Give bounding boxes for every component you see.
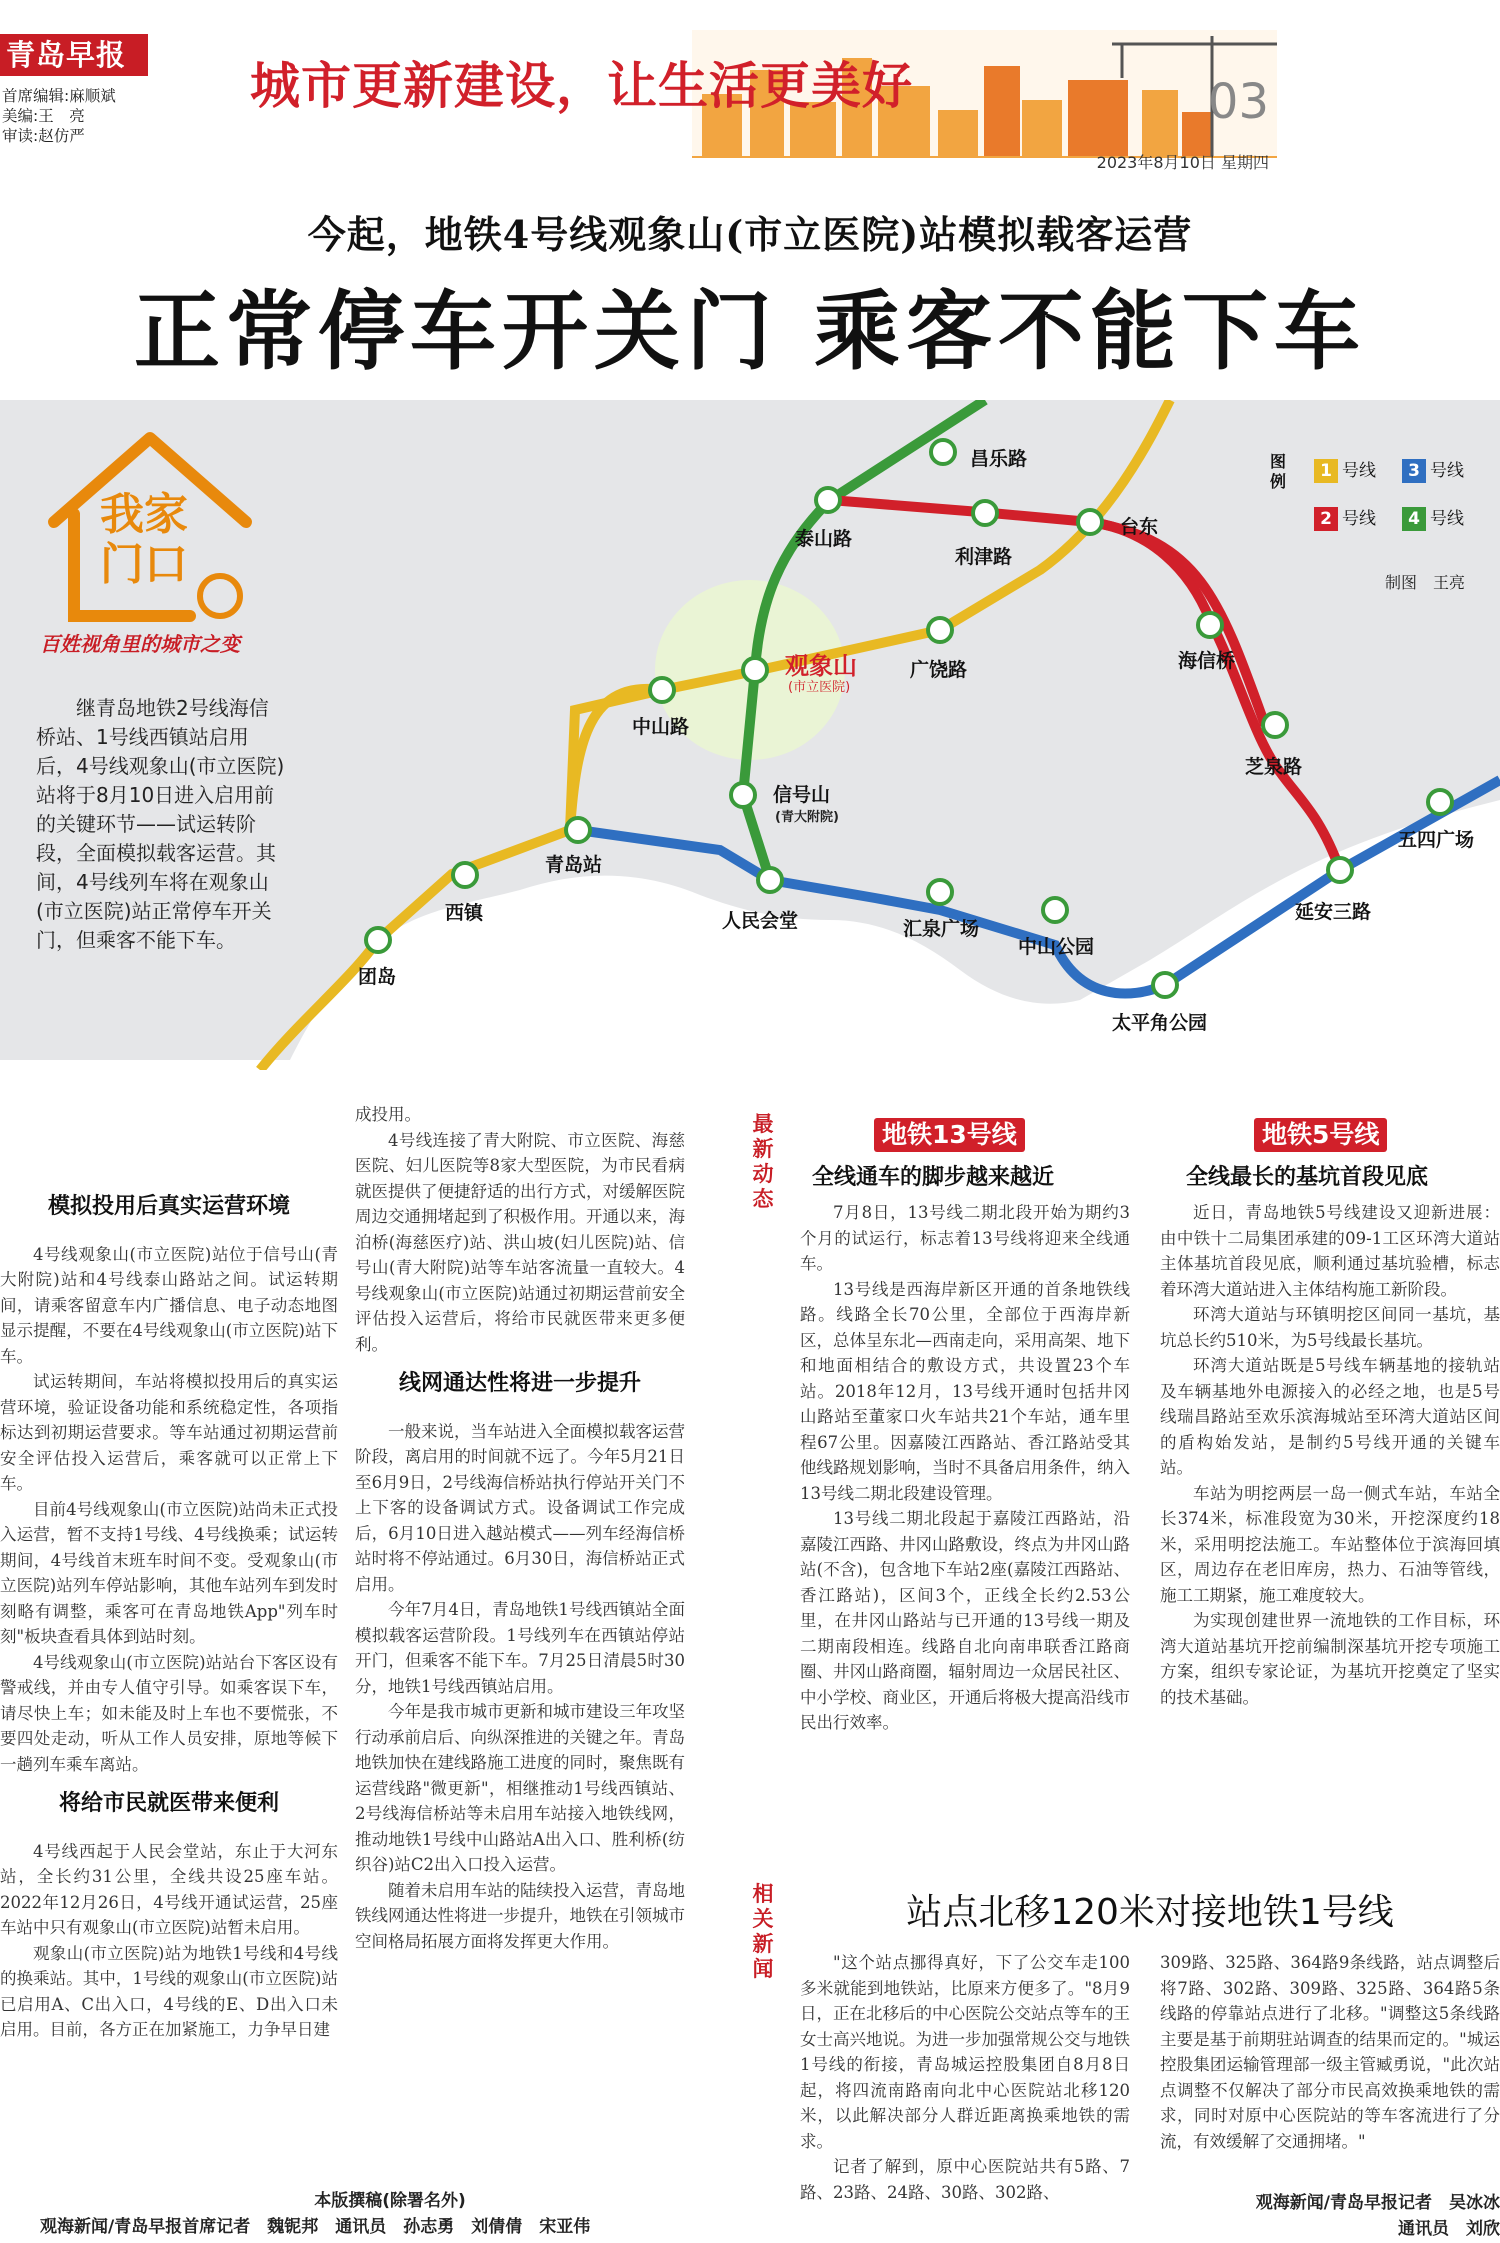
paragraph: 随着未启用车站的陆续投入运营，青岛地铁线网通达性将进一步提升，地铁在引领城市空间格局拓展方面将发挥更大作用。 — [355, 1880, 685, 1951]
station-sublabel-guanxiangshan: (市立医院) — [788, 680, 851, 695]
masthead-banner — [222, 30, 1277, 172]
paragraph: 试运转期间，车站将模拟投用后的真实运营环境，验证设备功能和系统稳定性，各项指标达到初期运营要求。等车站通过初期运营前安全评估投入运营后，乘客就可以正常上下车。 — [0, 1372, 338, 1493]
station-marker-guanxiangshan — [743, 658, 767, 682]
station-label-lijin: 利津路 — [955, 546, 1013, 568]
legend-chip-line-2: 2 — [1314, 507, 1338, 531]
station-label-renmin: 人民会堂 — [722, 910, 799, 932]
station-label-changle: 昌乐路 — [970, 448, 1028, 470]
station-marker-taidong — [1078, 510, 1102, 534]
paragraph: "这个站点挪得真好，下了公交车走100多米就能到地铁站，比原来方便多了。"8月9日，正在北移后的中心医院公交站点等车的王女士高兴地说。为进一步加强常规公交与地铁1号线的衔接，青岛城运控股集团自8月8日起，将四流南路南向北中心医院站北移120米，以此解决部分人群近距离换乘地铁的需求。 — [800, 1953, 1130, 2151]
station-marker-changle — [931, 440, 955, 464]
subhead-network-accessibility: 线网通达性将进一步提升 — [398, 1371, 641, 1396]
station-label-yanan3: 延安三路 — [1295, 901, 1372, 923]
station-marker-tuandao — [366, 928, 390, 952]
legend-label-line-1: 号线 — [1342, 461, 1376, 481]
paragraph: 为实现创建世界一流地铁的工作目标，环湾大道站基坑开挖前编制深基坑开挖专项施工方案，组织专家论证，为基坑开挖奠定了坚实的技术基础。 — [1160, 1611, 1500, 1707]
legend-chip-line-3: 3 — [1402, 459, 1426, 483]
station-label-zhongshanpark: 中山公园 — [1018, 936, 1095, 958]
paragraph: 4号线观象山(市立医院)站位于信号山(青大附院)站和4号线泰山路站之间。试运转期间，请乘客留意车内广播信息、电子动态地图显示提醒，不要在4号线观象山(市立医院)站下车。 — [0, 1244, 338, 1366]
station-label-wusi: 五四广场 — [1398, 829, 1475, 851]
paragraph: 近日，青岛地铁5号线建设又迎新进展：由中铁十二局集团承建的09-1工区环湾大道站主体基坑首段见底，顺利通过基坑验槽，标志着环湾大道站进入主体结构施工新阶段。 — [1160, 1203, 1500, 1299]
subhead-simulated-operation: 模拟投用后真实运营环境 — [47, 1194, 290, 1219]
station-label-zhiquan: 芝泉路 — [1245, 756, 1303, 778]
credit-art-editor: 美编:王 亮 — [2, 107, 85, 125]
article-column-e — [800, 1950, 1130, 2205]
station-label-guanxiangshan: 观象山 — [785, 652, 857, 680]
subhead-line-5: 全线最长的基坑首段见底 — [1186, 1165, 1429, 1190]
station-label-guangrao: 广饶路 — [910, 659, 968, 681]
legend-item-line-4 — [1402, 504, 1464, 531]
section-label-related: 相关新闻 — [752, 1882, 774, 1981]
lead-paragraph: 继青岛地铁2号线海信桥站、1号线西镇站启用后，4号线观象山(市立医院)站将于8月10日进入启用前的关键环节——试运转阶段，全面模拟载客运营。其间，4号线列车将在观象山(市立医院)站正常停车开关门，但乘客不能下车。 — [36, 696, 285, 952]
legend-title: 图例 — [1270, 452, 1287, 491]
related-author: 观海新闻/青岛早报记者 吴冰冰 — [1255, 2193, 1500, 2213]
paragraph: 一般来说，当车站进入全面模拟载客运营阶段，离启用的时间就不远了。今年5月21日至6月9日，2号线海信桥站执行停站开关门不上下客的设备调试方式。设备调试工作完成后，6月10日进入越站模式——列车经海信桥站时将不停站通过。6月30日，海信桥站正式启用。 — [355, 1421, 685, 1594]
subhead-medical-convenience: 将给市民就医带来便利 — [58, 1791, 279, 1816]
paragraph: 今年是我市城市更新和城市建设三年攻坚行动承前启后、向纵深推进的关键之年。青岛地铁加快在建线路施工进度的同时，聚焦既有运营线路"微更新"，相继推动1号线西镇站、2号线海信桥站等未启用车站接入地铁线网，推动地铁1号线中山路站A出入口、胜利桥(纺织谷)站C2出入口投入运营。 — [355, 1702, 685, 1874]
station-label-xinhaoshan: 信号山 — [773, 784, 831, 806]
page-number: 03 — [1207, 74, 1269, 130]
station-marker-renmin — [758, 868, 782, 892]
article-headline: 正常停车开关门 乘客不能下车 — [134, 282, 1366, 382]
column-name — [100, 490, 188, 590]
station-marker-taishan — [816, 488, 840, 512]
paragraph: 4号线连接了青大附院、市立医院、海慈医院、妇儿医院等8家大型医院，为市民看病就医提供了便捷舒适的出行方式，对缓解医院周边交通拥堵起到了积极作用。开通以来，海泊桥(海慈医疗)站、洪山坡(妇儿医院)站、信号山(青大附院)站等车站客流量一直较大。4号线观象山(市立医院)站通过初期运营前安全评估投入运营后，将给市民就医带来更多便利。 — [355, 1130, 685, 1354]
masthead-title: 城市更新建设，让生活更美好 — [250, 56, 913, 115]
paragraph: 13号线二期北段起于嘉陵江西路站，沿嘉陵江西路、井冈山路敷设，终点为井冈山路站(不含)，包含地下车站2座(嘉陵江西路站、香江路站)，区间3个，正线全长约2.53公里，在井冈山路站与已开通的13号线一期及二期南段相连。线路自北向南串联香江路商圈、井冈山路商圈，辐射周边一众居民社区、中小学校、商业区，开通后将极大提高沿线市民出行效率。 — [800, 1509, 1130, 1732]
legend-label-line-2: 号线 — [1342, 509, 1376, 529]
station-marker-xinhaoshan — [731, 783, 755, 807]
paragraph: 今年7月4日，青岛地铁1号线西镇站全面模拟载客运营阶段。1号线列车在西镇站停站开门，但乘客不能下车。7月25日清晨5时30分，地铁1号线西镇站启用。 — [355, 1600, 685, 1696]
paragraph: 记者了解到，原中心医院站共有5路、7路、23路、24路、30路、302路、 — [800, 2157, 1130, 2202]
article-kicker: 今起，地铁4号线观象山(市立医院)站模拟载客运营 — [307, 212, 1193, 257]
tag-line-5: 地铁5号线 — [1254, 1118, 1387, 1152]
column-name-line-2: 门口 — [100, 539, 188, 590]
station-label-taidong: 台东 — [1120, 516, 1159, 538]
station-marker-guangrao — [928, 618, 952, 642]
column-subtitle: 百姓视角里的城市之变 — [40, 632, 240, 656]
paragraph: 成投用。 — [355, 1105, 421, 1124]
paragraph: 环湾大道站既是5号线车辆基地的接轨站及车辆基地外电源接入的必经之地，也是5号线瑞昌路站至欢乐滨海城站至环湾大道站区间的盾构始发站，是制约5号线开通的关键车站。 — [1160, 1356, 1500, 1477]
legend-chip-line-4: 4 — [1402, 507, 1426, 531]
station-marker-wusi — [1428, 790, 1452, 814]
legend-chip-line-1: 1 — [1314, 459, 1338, 483]
map-credit: 制图 王亮 — [1385, 573, 1466, 592]
tag-line-13: 地铁13号线 — [874, 1118, 1025, 1152]
article-column-f — [1160, 1950, 1500, 2154]
station-label-qingdao: 青岛站 — [545, 854, 603, 876]
legend-item-line-1 — [1314, 456, 1376, 483]
station-label-tuandao: 团岛 — [358, 966, 397, 988]
station-marker-qingdao — [566, 818, 590, 842]
paragraph: 车站为明挖两层一岛一侧式车站，车站全长374米，标准段宽为30米，开挖深度约18米，采用明挖法施工。车站整体位于滨海回填区，周边存在老旧库房，热力、石油等管线，施工工期紧，施工难度较大。 — [1160, 1483, 1500, 1605]
station-sublabel-xinhaoshan: (青大附院) — [775, 810, 839, 825]
issue-date: 2023年8月10日 星期四 — [1096, 153, 1269, 172]
footer-line-1: 本版撰稿(除署名外) — [314, 2191, 466, 2211]
section-label-latest: 最新动态 — [752, 1112, 774, 1211]
article-column-b — [355, 1102, 685, 1954]
station-marker-haixinqiao — [1198, 613, 1222, 637]
station-label-taishan: 泰山路 — [795, 528, 853, 550]
paragraph: 环湾大道站与环镇明挖区间同一基坑，基坑总长约510米，为5号线最长基坑。 — [1160, 1305, 1500, 1350]
station-label-haixinqiao: 海信桥 — [1178, 650, 1236, 672]
station-marker-lijin — [973, 501, 997, 525]
station-marker-zhongshan — [650, 678, 674, 702]
newspaper-logo: 青岛早报 — [0, 34, 148, 76]
related-headline: 站点北移120米对接地铁1号线 — [906, 1892, 1394, 1933]
related-author-credit — [1160, 2190, 1500, 2242]
paragraph: 309路、325路、364路9条线路，站点调整后将7路、302路、309路、325路、364路5条线路的停靠站点进行了北移。"调整这5条线路主要是基于前期驻站调查的结果而定的。"城运控股集团运输管理部一级主管臧勇说，"此次站点调整不仅解决了部分市民高效换乘地铁的需求，同时对原中心医院站的等车客流进行了分流，有效缓解了交通拥堵。" — [1160, 1953, 1500, 2151]
paragraph: 13号线是西海岸新区开通的首条地铁线路。线路全长70公里，全部位于西海岸新区，总体呈东北—西南走向，采用高架、地下和地面相结合的敷设方式，共设置23个车站。2018年12月，13号线开通时包括井冈山路站至董家口火车站共21个车站，通车里程67公里。因嘉陵江西路站、香江路站受其他线路规划影响，当时不具备启用条件，纳入13号线二期北段建设管理。 — [800, 1279, 1130, 1503]
column-name-line-1: 我家 — [100, 489, 188, 540]
credit-proofreader: 审读:赵仿严 — [2, 127, 85, 145]
station-label-huiquan: 汇泉广场 — [903, 918, 980, 940]
station-label-taipingjiao: 太平角公园 — [1112, 1012, 1208, 1034]
subhead-line-13: 全线通车的脚步越来越近 — [812, 1165, 1055, 1190]
related-correspondent: 通讯员 刘欣 — [1398, 2219, 1500, 2239]
article-column-d — [1160, 1200, 1500, 1710]
legend-item-line-2 — [1314, 504, 1376, 531]
station-marker-huiquan — [928, 880, 952, 904]
legend-label-line-3: 号线 — [1430, 461, 1464, 481]
paragraph: 目前4号线观象山(市立医院)站尚未正式投入运营，暂不支持1号线、4号线换乘；试运转期间，4号线首末班车时间不变。受观象山(市立医院)站列车停站影响，其他车站列车到发时刻略有调整，乘客可在青岛地铁App"列车时刻"板块查看具体到站时刻。 — [0, 1499, 338, 1646]
column-badge — [40, 430, 270, 640]
station-marker-yanan3 — [1328, 858, 1352, 882]
station-marker-zhongshanpark — [1043, 898, 1067, 922]
paragraph: 4号线西起于人民会堂站，东止于大河东站，全长约31公里，全线共设25座车站。2022年12月26日，4号线开通试运营，25座车站中只有观象山(市立医院)站暂未启用。 — [0, 1841, 338, 1937]
station-label-xizhen: 西镇 — [445, 902, 484, 924]
editor-credits — [2, 86, 116, 146]
paragraph: 7月8日，13号线二期北段开始为期约3个月的试运行，标志着13号线将迎来全线通车。 — [800, 1203, 1130, 1273]
paragraph: 4号线观象山(市立医院)站站台下客区设有警戒线，并由专人值守引导。如乘客误下车，请尽快上车；如未能及时上车也不要慌张，不要四处走动，听从工作人员安排，原地等候下一趟列车乘车离站。 — [0, 1652, 338, 1774]
article-column-a — [0, 1180, 338, 2043]
station-marker-zhiquan — [1263, 713, 1287, 737]
station-marker-taipingjiao — [1153, 973, 1177, 997]
paragraph: 观象山(市立医院)站为地铁1号线和4号线的换乘站。其中，1号线的观象山(市立医院)站已启用A、C出入口，4号线的E、D出入口未启用。目前，各方正在加紧施工，力争早日建 — [0, 1943, 338, 2039]
credit-chief-editor: 首席编辑:麻顺斌 — [2, 87, 116, 105]
article-column-c — [800, 1200, 1130, 1736]
page-footer-credit — [40, 2188, 740, 2240]
legend-label-line-4: 号线 — [1430, 509, 1464, 529]
legend-item-line-3 — [1402, 456, 1464, 483]
station-label-zhongshan: 中山路 — [632, 716, 690, 738]
footer-line-2: 观海新闻/青岛早报首席记者 魏铌邦 通讯员 孙志勇 刘倩倩 宋亚伟 — [40, 2217, 591, 2237]
station-marker-xizhen — [453, 863, 477, 887]
